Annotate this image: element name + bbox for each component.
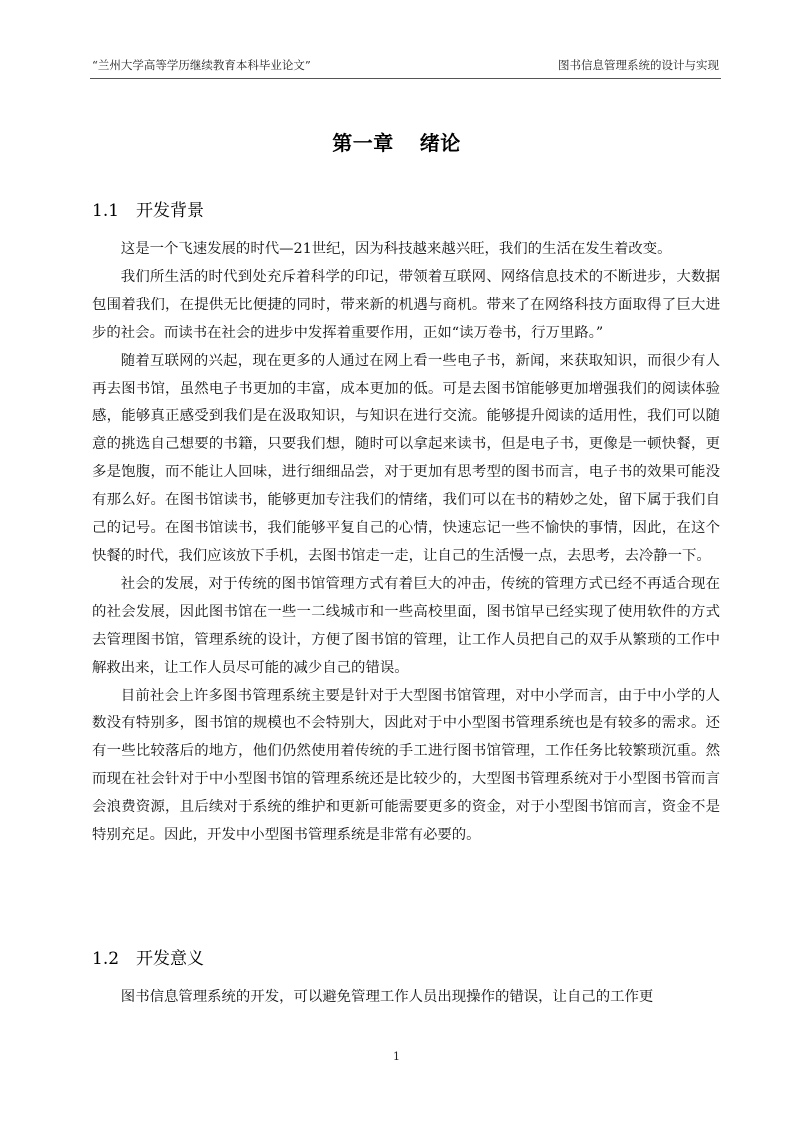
running-header-left: “兰州大学高等学历继续教育本科毕业论文”: [92, 58, 311, 72]
section-number: 1.2: [92, 949, 120, 969]
section-heading-1-1: [92, 196, 204, 221]
chapter-title: [0, 127, 793, 156]
section-1-2-body: [92, 984, 720, 1012]
paragraph: 随着互联网的兴起，现在更多的人通过在网上看一些电子书，新闻，来获取知识，而很少有人再去图书馆，虽然电子书更加的丰富，成本更加的低。可是去图书馆能够更加增强我们的阅读体验感，能够真正感受到我们是在汲取知识，与知识在进行交流。能够提升阅读的适用性，我们可以随意的挑选自己想要的书籍，只要我们想，随时可以拿起来读书，但是电子书，更像是一顿快餐，更多是饱腹，而不能让人回味，进行细细品尝，对于更加有思考型的图书而言，电子书的效果可能没有那么好。在图书馆读书，能够更加专注我们的情绪，我们可以在书的精妙之处，留下属于我们自己的记号。在图书馆读书，我们能够平复自己的心情，快速忘记一些不愉快的事情，因此，在这个快餐的时代，我们应该放下手机，去图书馆走一走，让自己的生活慢一点，去思考，去冷静一下。: [92, 352, 720, 564]
header-divider: [90, 78, 721, 79]
paragraph: 我们所生活的时代到处充斥着科学的印记，带领着互联网、网络信息技术的不断进步，大数据包围着我们，在提供无比便捷的同时，带来新的机遇与商机。带来了在网络科技方面取得了巨大进步的社会。而读书在社会的进步中发挥着重要作用，正如“读万卷书，行万里路。”: [92, 268, 720, 341]
paragraph: 图书信息管理系统的开发，可以避免管理工作人员出现操作的错误，让自己的工作更: [120, 989, 654, 1005]
paragraph: 社会的发展，对于传统的图书馆管理方式有着巨大的冲击，传统的管理方式已经不再适合现在的社会发展，因此图书馆在一些一二线城市和一些高校里面，图书馆早已经实现了使用软件的方式去管理图书馆，管理系统的设计，方便了图书馆的管理，让工作人员把自己的双手从繁琐的工作中解救出来，让工作人员尽可能的减少自己的错误。: [92, 575, 720, 676]
section-heading-1-2: [92, 944, 204, 969]
page-number: 1: [393, 1050, 400, 1063]
chapter-name: 绪论: [419, 131, 461, 155]
running-header-right: 图书信息管理系统的设计与实现: [558, 58, 719, 72]
section-title: 开发背景: [136, 201, 204, 221]
section-number: 1.1: [92, 201, 120, 221]
paragraph: 这是一个飞速发展的时代—21世纪，因为科技越来越兴旺，我们的生活在发生着改变。: [120, 241, 672, 257]
paragraph: 目前社会上许多图书管理系统主要是针对于大型图书馆管理，对中小学而言，由于中小学的人数没有特别多，图书馆的规模也不会特别大，因此对于中小型图书管理系统也是有较多的需求。还有一些比较落后的地方，他们仍然使用着传统的手工进行图书馆管理，工作任务比较繁琐沉重。然而现在社会针对于中小型图书馆的管理系统还是比较少的，大型图书管理系统对于小型图书管而言会浪费资源，且后续对于系统的维护和更新可能需要更多的资金，对于小型图书馆而言，资金不是特别充足。因此，开发中小型图书管理系统是非常有必要的。: [92, 687, 720, 844]
chapter-label: 第一章: [332, 131, 394, 155]
section-1-1-body: [92, 236, 720, 850]
section-title: 开发意义: [136, 949, 204, 969]
